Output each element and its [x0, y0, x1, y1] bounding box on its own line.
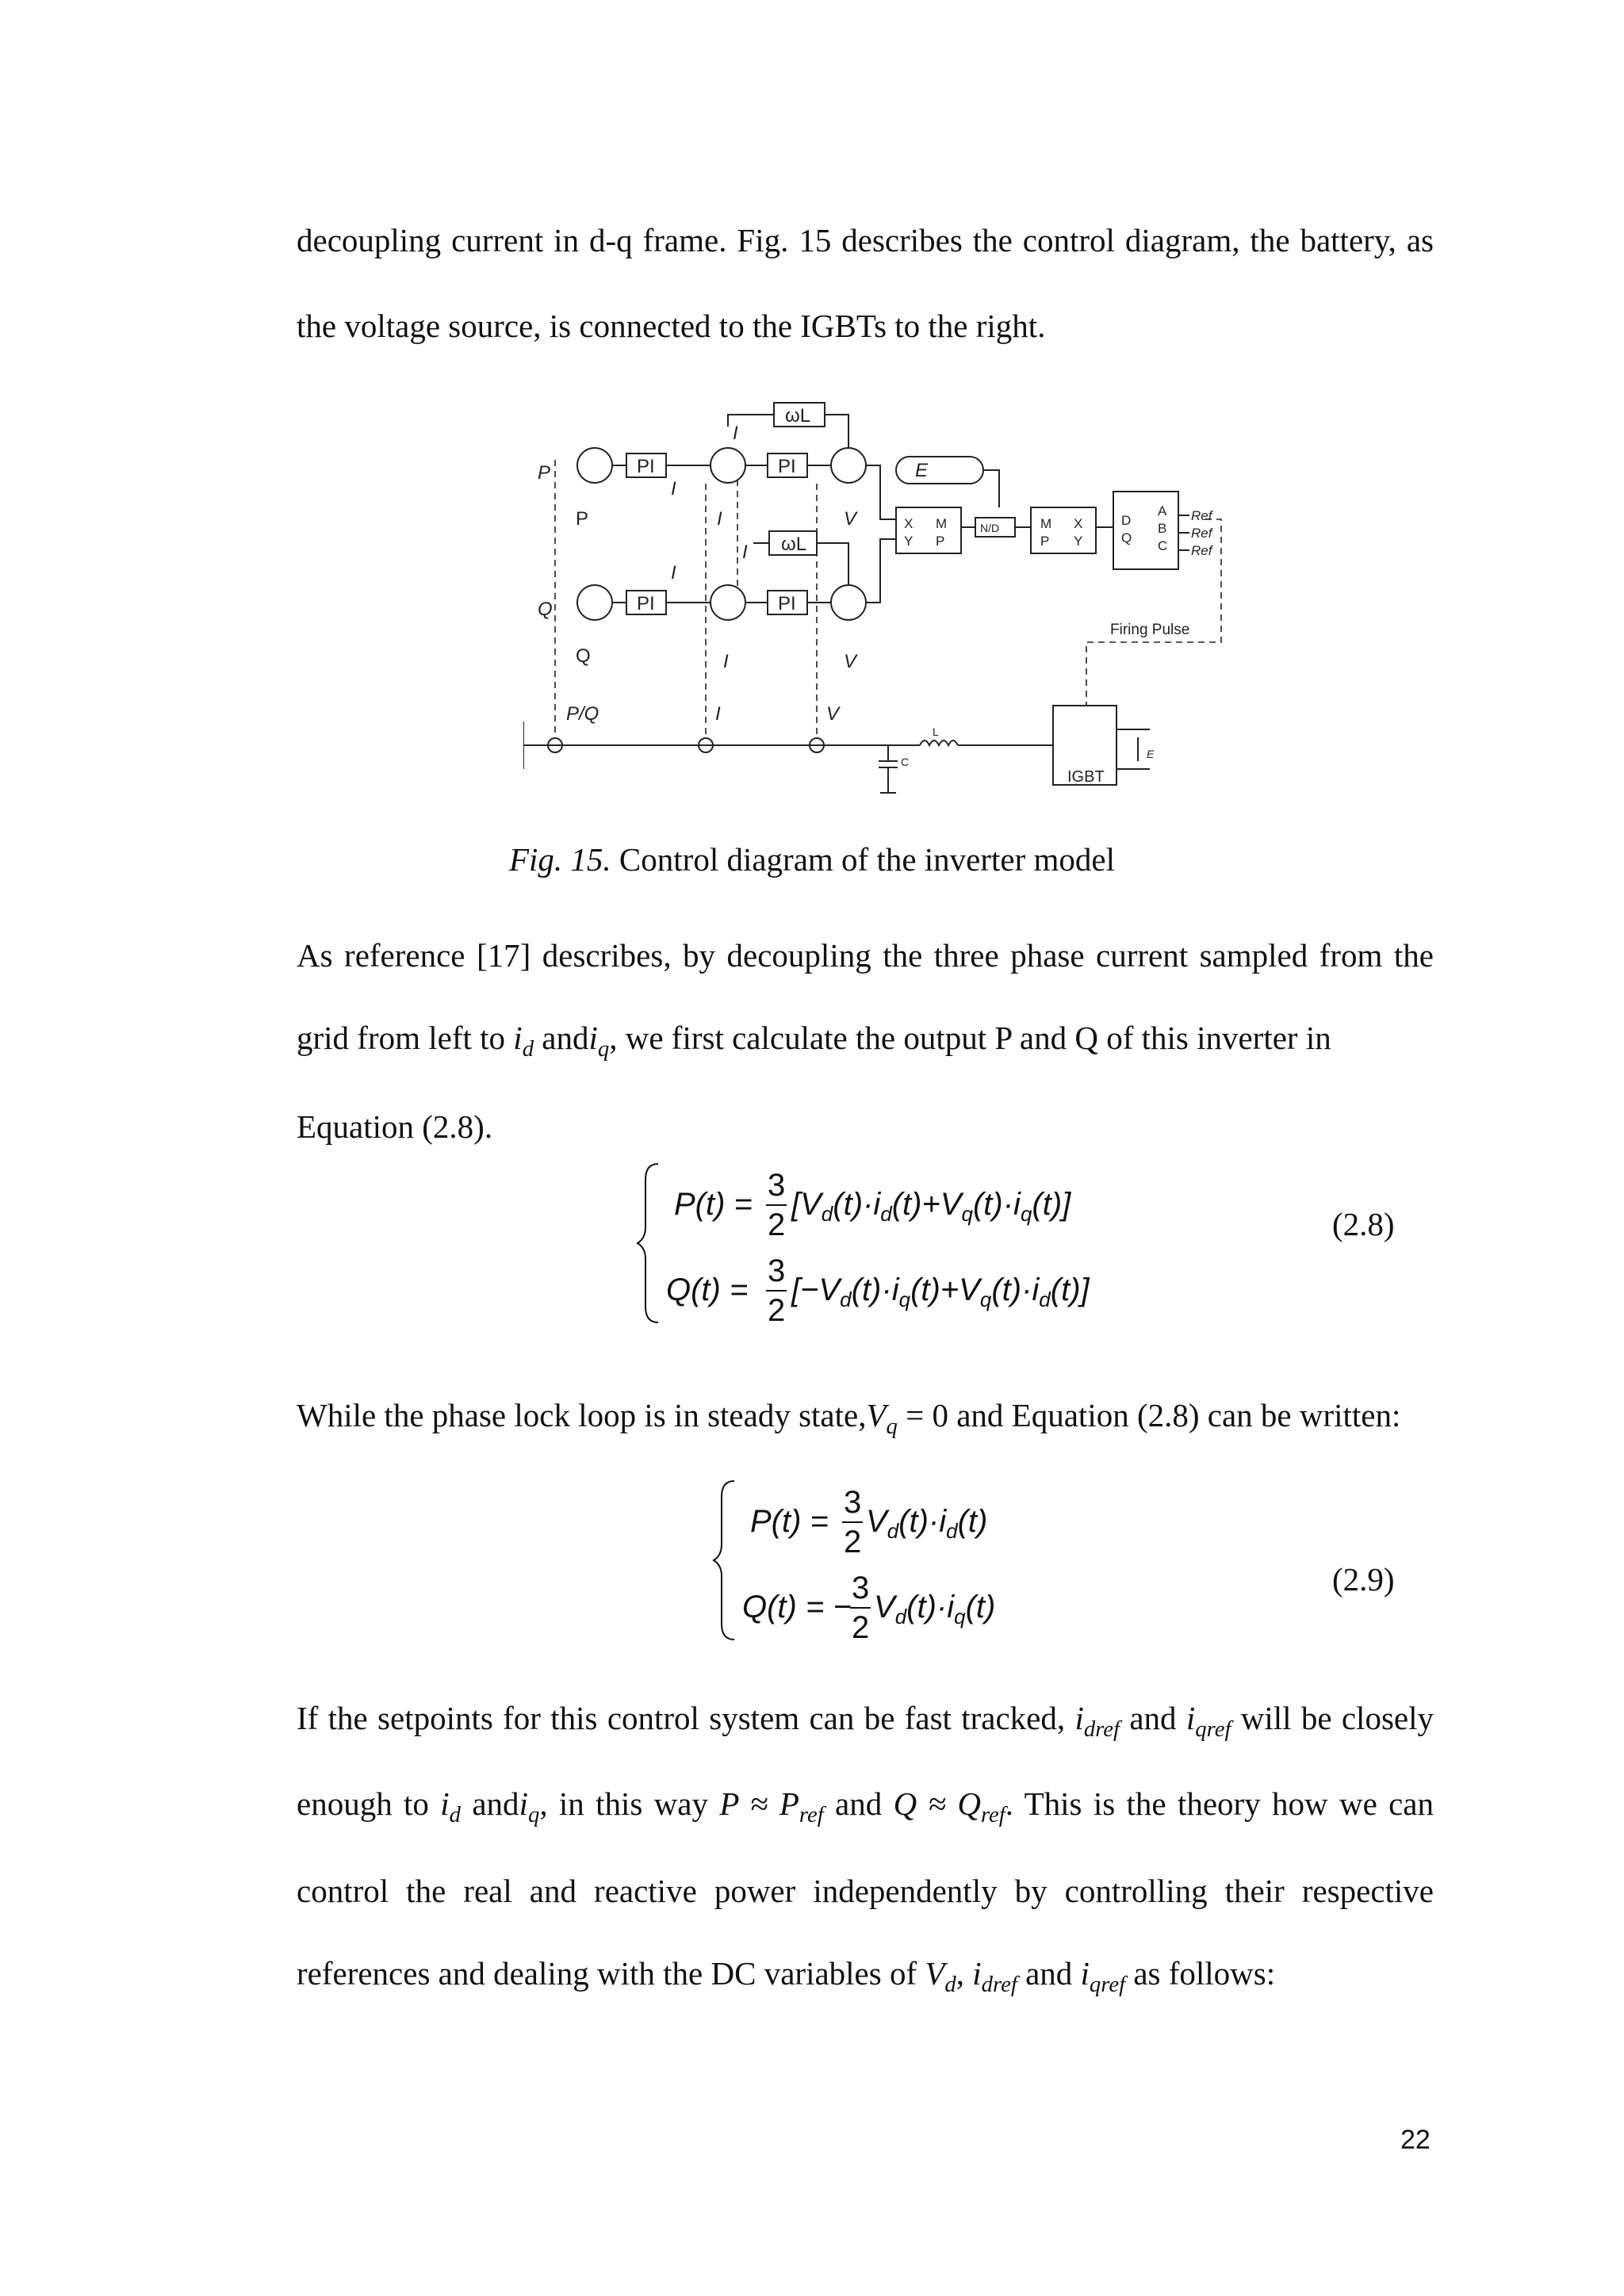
svg-text:3: 3 [768, 1253, 786, 1288]
svg-text:3: 3 [768, 1168, 786, 1203]
page-number: 22 [1400, 2125, 1431, 2155]
diagram-mp-m: M [1040, 516, 1052, 531]
svg-text:Vd(t)·id(t): $V_d(t)\cdot i_d(t)$ [866, 1504, 988, 1543]
diagram-edc-side: E [1147, 748, 1155, 760]
svg-text:2: 2 [852, 1610, 870, 1645]
svg-text:[−Vd(t)·iq(t)+Vq(t)·id(t)]: $[-V_d(t)\cdot i_q(t)+V_q(t)\cdot i_d(t)]$ [791, 1272, 1090, 1311]
diagram-pi-1: PI [637, 456, 655, 477]
diagram-qref: Q [576, 645, 591, 667]
diagram-wl-top: ωL [785, 405, 811, 427]
para2-line3: Equation (2.8). [297, 1108, 493, 1145]
svg-text:P(t) =: P(t) = [674, 1187, 753, 1222]
svg-text:Vd(t)·iq(t): $V_d(t)\cdot i_q(t)$ [874, 1590, 996, 1628]
para4-line4: references and dealing with the DC variables of $V_d$, $i_{dref}$ and $i_{qref}$ as follows: [297, 1955, 1276, 1998]
diagram-xy-y: Y [904, 534, 914, 549]
svg-text:2: 2 [768, 1293, 786, 1328]
diagram-pi-3: PI [637, 593, 655, 614]
control-diagram [523, 388, 1253, 832]
caption-fig-label: Fig. 15. [508, 841, 611, 878]
diagram-iq-top: I [733, 423, 738, 444]
equation-number-2-9: (2.9) [1332, 1561, 1395, 1598]
svg-text:P(t) =: P(t) = [750, 1504, 829, 1539]
caption-text: Control diagram of the inverter model [611, 841, 1115, 878]
diagram-abc-b: B [1158, 521, 1167, 536]
diagram-firing-pulse: Firing Pulse [1110, 622, 1190, 638]
para1-line1: decoupling current in d-q frame. Fig. 15 describes the control diagram, the battery, as [297, 222, 1434, 258]
diagram-wl-mid: ωL [781, 534, 807, 555]
svg-text:Q(t) = −: Q(t) = − [742, 1590, 852, 1624]
para4-line3: control the real and reactive power independently by controlling their respective [297, 1873, 1434, 1909]
diagram-xy-x: X [904, 516, 914, 531]
svg-text:3: 3 [844, 1485, 862, 1520]
diagram-ref-b: Ref [1191, 526, 1212, 541]
svg-text:2: 2 [844, 1525, 862, 1559]
svg-text:[Vd(t)·id(t)+Vq(t)·iq(t)]: $[V_d(t)\cdot i_d(t)+V_q(t)\cdot i_q(t)]$ [791, 1187, 1071, 1226]
diagram-id-ref: I [671, 478, 676, 499]
equation-number-2-8: (2.8) [1332, 1206, 1395, 1242]
diagram-ref-a: Ref [1191, 508, 1212, 523]
para2-line2: grid from left to $i_d$ andi$_q$, we first calculate the output P and Q of this inverter in [297, 1020, 1331, 1062]
diagram-vac: V [826, 703, 840, 725]
diagram-mp-x: X [1074, 516, 1083, 531]
diagram-edc2: E [915, 460, 929, 481]
figure-caption [0, 840, 1624, 878]
diagram-pref: P [576, 508, 589, 530]
diagram-dq-q: Q [1121, 530, 1132, 545]
svg-text:Q(t) =: Q(t) = [666, 1272, 749, 1307]
equation-2-8 [634, 1158, 1205, 1340]
diagram-ref-c: Ref [1191, 543, 1212, 558]
svg-text:3: 3 [852, 1571, 870, 1605]
diagram-vd: V [844, 508, 857, 530]
diagram-iac: I [715, 703, 721, 725]
para1-line2: the voltage source, is connected to the IGBTs to the right. [297, 308, 1046, 344]
equation-2-9 [710, 1475, 1059, 1657]
diagram-xy-p: P [936, 534, 945, 549]
diagram-pq-meas: P/Q [566, 703, 599, 725]
diagram-pi-2: PI [778, 456, 796, 477]
diagram-iq-bottom: I [723, 651, 729, 672]
diagram-abc-c: C [1158, 538, 1168, 553]
diagram-abc-a: A [1158, 503, 1167, 519]
diagram-mp-y: Y [1074, 534, 1083, 549]
diagram-nd: N/D [980, 522, 1000, 534]
para3: While the phase lock loop is in steady $state,V_q = 0$ and Equation (2.8) can be written: [297, 1397, 1401, 1440]
diagram-mp-p: P [1040, 534, 1050, 549]
diagram-c-label: C [901, 756, 910, 768]
diagram-iq-ref: I [671, 562, 676, 584]
para4-line1: If the setpoints for this control system can be fast tracked, $i_{dref}$ and $i_{qref}$ will be closely [297, 1700, 1434, 1743]
diagram-vq: V [844, 651, 857, 672]
diagram-dq-d: D [1121, 513, 1132, 528]
diagram-id-2: I [742, 541, 748, 563]
svg-text:2: 2 [768, 1207, 786, 1242]
diagram-xy-m: M [936, 516, 948, 531]
diagram-p-label: P [538, 462, 551, 484]
para4-line2: enough to $i_d$ andi$_q$, in this way $P \approx P_{ref}$ and $Q \approx Q_{ref}$. This is the theory how we can [297, 1785, 1434, 1828]
diagram-q-label: Q [538, 599, 553, 620]
diagram-id-1: I [717, 508, 722, 530]
diagram-l-label: L [933, 725, 939, 738]
para2-line1: As reference [17] describes, by decoupling the three phase current sampled from the [297, 937, 1434, 974]
diagram-igbt: IGBT [1067, 768, 1105, 786]
diagram-pi-4: PI [778, 593, 796, 614]
